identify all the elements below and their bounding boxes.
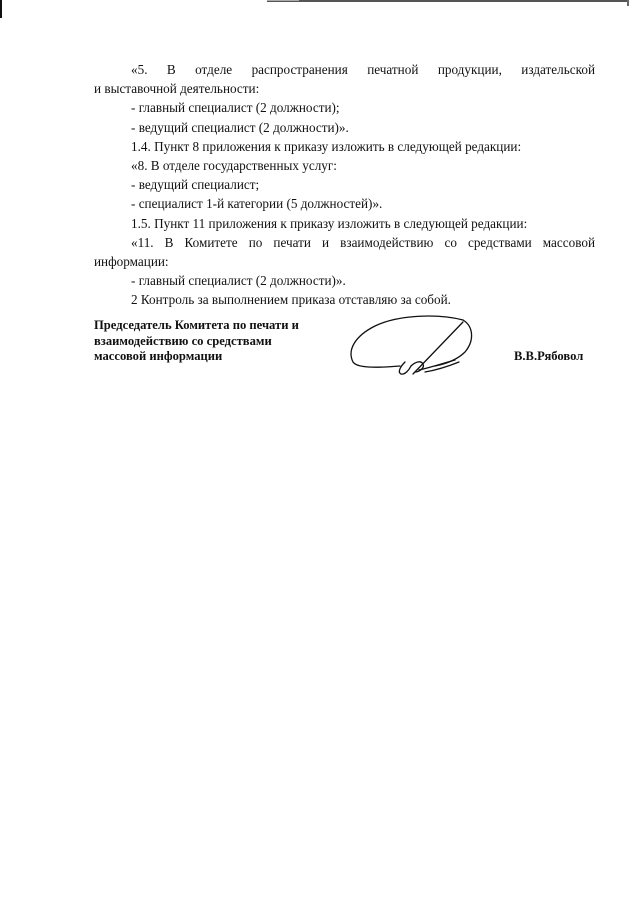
- signatory-title-line: массовой информации: [94, 349, 223, 363]
- paragraph-item-5-heading: «5. В отделе распространения печатной продукции, издательской: [131, 62, 595, 77]
- paragraph-lead-specialist: - ведущий специалист (2 должности)».: [131, 119, 349, 135]
- scan-edge-top-light: [267, 0, 299, 1]
- paragraph-lead-specialist-2: - ведущий специалист;: [131, 177, 260, 193]
- scan-edge-left: [0, 0, 2, 18]
- paragraph-clause-2-control: 2 Контроль за выполнением приказа отставляю за собой.: [131, 292, 451, 308]
- paragraph-item-5-continued: и выставочной деятельности:: [94, 81, 260, 97]
- paragraph-chief-specialist: - главный специалист (2 должности);: [131, 100, 340, 116]
- scan-edge-right: [627, 0, 629, 6]
- paragraph-chief-specialist-2: - главный специалист (2 должности)».: [131, 273, 346, 289]
- scan-edge-top: [267, 0, 629, 2]
- paragraph-specialist-1st-category: - специалист 1-й категории (5 должностей)».: [131, 196, 383, 212]
- signatory-name: В.В.Рябовол: [514, 349, 584, 363]
- signatory-title: [94, 318, 299, 365]
- paragraph-item-11-continued: информации:: [94, 254, 169, 270]
- paragraph-item-8-heading: «8. В отделе государственных услуг:: [131, 158, 337, 174]
- paragraph-clause-1-5: 1.5. Пункт 11 приложения к приказу изложить в следующей редакции:: [131, 215, 528, 231]
- handwritten-signature-icon: [345, 312, 480, 382]
- paragraph-clause-1-4: 1.4. Пункт 8 приложения к приказу изложить в следующей редакции:: [131, 138, 522, 154]
- signatory-title-line: Председатель Комитета по печати и: [94, 318, 299, 332]
- signatory-title-line: взаимодействию со средствами: [94, 333, 272, 348]
- document-body: [94, 60, 595, 310]
- paragraph-item-11-heading: «11. В Комитете по печати и взаимодействию со средствами массовой: [131, 234, 595, 250]
